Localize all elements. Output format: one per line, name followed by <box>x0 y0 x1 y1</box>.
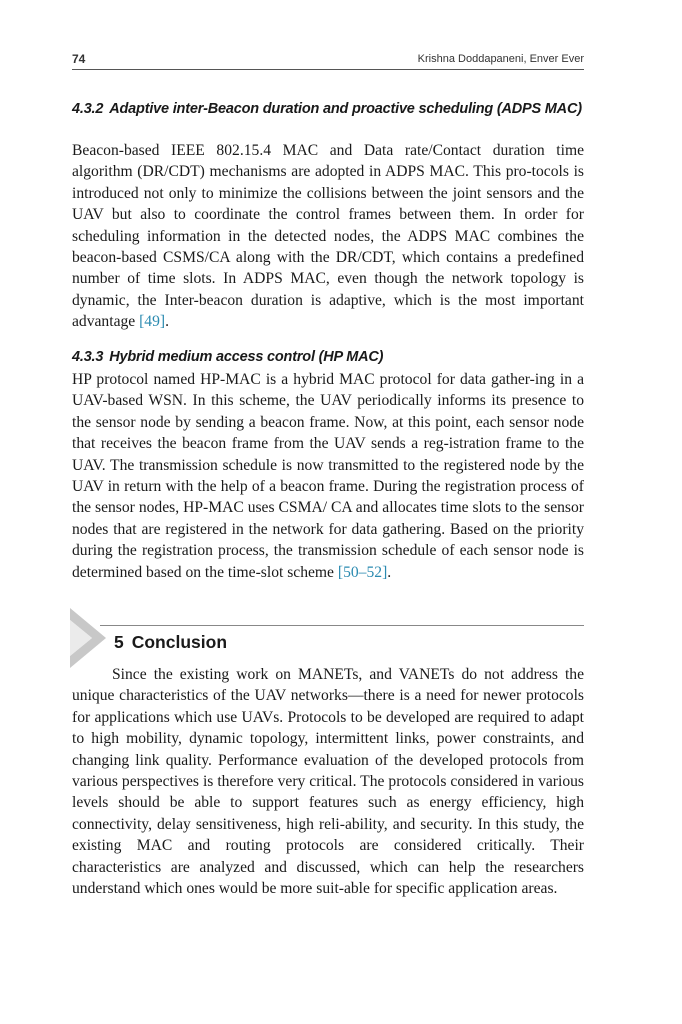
section-number: 5 <box>114 632 124 652</box>
running-head-authors: Krishna Doddapaneni, Enver Ever <box>417 53 584 65</box>
paragraph-text: Since the existing work on MANETs, and VANETs do not address the unique characteristics of the UAV networks—there is a need for newer protocols for applications which use UAVs. Protocols to be developed are required to adapt to high mobility, dynamic topology, intermittent links, power constraints, and changing link quality. Performance evaluation of the developed protocols from various perspectives is therefore very critical. The protocols considered in various levels should be able to support features such as energy efficiency, high connectivity, delay sensitiveness, high reli-ability, and security. In this study, the existing MAC and routing protocols are considered critically. Their characteristics are analyzed and discussed, which can help the researchers understand which ones would be more suit-able for specific application areas. <box>72 666 584 898</box>
citation-link[interactable]: [50–52] <box>337 563 388 581</box>
subsection-number: 4.3.2 <box>72 101 104 117</box>
paragraph-text: Beacon-based IEEE 802.15.4 MAC and Data rate/Contact duration time algorithm (DR/CDT) mechanisms are adopted in ADPS MAC. This pro-tocols is introduced not only to minimize the collisions between the joint sensors and the UAV but also to coordinate the control frames between them. In order for scheduling information in the detected nodes, the ADPS MAC combines the beacon-based CSMS/CA along with the DR/CDT, which contains a predefined number of time slots. In ADPS MAC, even though the network topology is dynamic, the Inter-beacon duration is adaptive, which is the most important advantage <box>72 142 584 331</box>
subsection-number: 4.3.3 <box>72 349 104 365</box>
running-header <box>72 51 584 69</box>
paragraph-conclusion <box>72 664 584 899</box>
section-title: Conclusion <box>131 632 228 652</box>
subsection-heading-4-3-3 <box>72 348 584 367</box>
document-page <box>72 0 584 1024</box>
section-heading-block <box>70 608 584 668</box>
section-rule <box>100 625 584 626</box>
header-rule <box>72 69 584 70</box>
subsection-title: Hybrid medium access control (HP MAC) <box>109 349 384 365</box>
paragraph-hp-mac <box>72 369 584 583</box>
subsection-title: Adaptive inter-Beacon duration and proactive scheduling (ADPS MAC) <box>109 101 582 117</box>
subsection-heading-4-3-2 <box>72 100 584 119</box>
page-number: 74 <box>72 52 86 66</box>
paragraph-end: . <box>387 563 392 581</box>
citation-link[interactable]: [49] <box>139 313 166 331</box>
section-title-conclusion <box>114 632 227 653</box>
paragraph-end: . <box>165 313 169 331</box>
paragraph-adps-mac <box>72 140 584 333</box>
paragraph-text: HP protocol named HP-MAC is a hybrid MAC protocol for data gather-ing in a UAV-based WSN. In this scheme, the UAV periodically informs its presence to the sensor node by sending a beacon frame. Now, at this point, each sensor node that receives the beacon frame from the UAV sends a reg-istration frame to the UAV. The transmission schedule is now transmitted to the registered node by the UAV in return with the help of a beacon frame. During the registration process of the sensor nodes, HP-MAC uses CSMA/ CA and allocates time slots to the sensor nodes that are registered in the network for data gathering. Based on the priority during the registration process, the transmission schedule of each sensor node is determined based on the time-slot scheme <box>72 371 584 581</box>
chevron-arrow-icon <box>70 608 106 668</box>
